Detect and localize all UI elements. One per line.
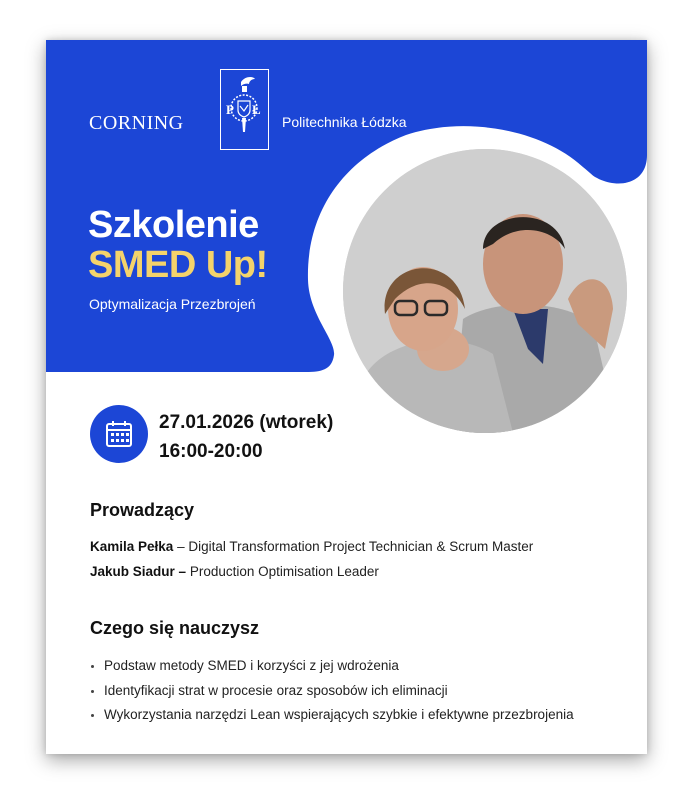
presenter-item [90,564,379,579]
event-title-line1: Szkolenie [88,204,259,246]
presenters-photo [343,149,627,433]
svg-text:P: P [226,102,234,117]
presenter-role: Digital Transformation Project Technician & Scrum Master [188,539,534,554]
logos-bar [46,40,647,160]
bullet-icon [91,665,94,668]
presenter-role: Production Optimisation Leader [189,564,379,579]
event-time: 16:00-20:00 [159,441,263,462]
event-flyer-card [46,40,647,754]
presenter-item [90,539,533,554]
event-title-line2: SMED Up! [88,244,268,286]
corning-logo: CORNING [89,112,184,134]
learn-list [90,654,574,728]
presenter-name: Jakub Siadur – [90,564,187,579]
presenter-name: Kamila Pełka [90,539,174,554]
list-item [90,679,574,704]
university-crest-icon [220,69,269,150]
presenter-separator: – [173,539,189,554]
event-subtitle: Optymalizacja Przezbrojeń [89,296,256,312]
list-item-text: Identyfikacji strat w procesie oraz sposobów ich eliminacji [104,682,448,698]
calendar-icon [104,419,134,449]
learn-heading: Czego się nauczysz [90,618,260,638]
list-item-text: Wykorzystania narzędzi Lean wspierających szybkie i efektywne przezbrojenia [104,707,574,722]
event-date: 27.01.2026 (wtorek) [159,412,334,433]
bullet-icon [91,690,94,693]
presenters-heading: Prowadzący [90,500,195,520]
svg-text:Ł: Ł [252,102,261,117]
list-item [90,703,574,728]
list-item-text: Podstaw metody SMED i korzyści z jej wdrożenia [104,658,399,673]
calendar-badge [90,405,148,463]
list-item [90,654,574,679]
university-name: Politechnika Łódzka [282,114,407,130]
bullet-icon [91,714,94,717]
